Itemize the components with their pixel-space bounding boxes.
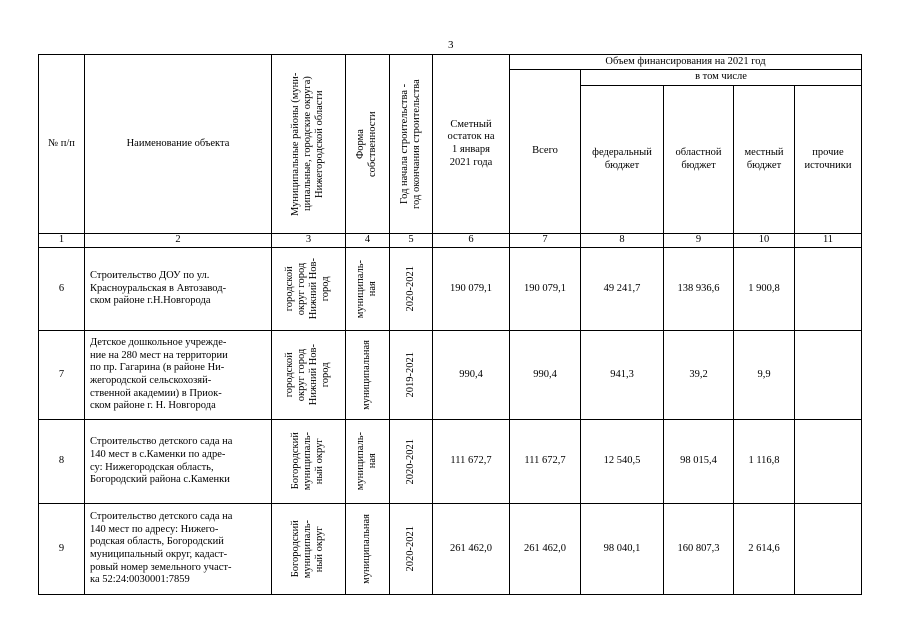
row-regional: 39,2 (664, 331, 734, 420)
row-object-name: Детское дошкольное учрежде- ние на 280 мест на территории по пр. Гагарина (в районе Ни- жегородской сельскохозяй- ственной академии) в Приок- ском районе г. Н. Новгорода (85, 331, 272, 420)
row-total: 261 462,0 (510, 504, 581, 595)
row-regional: 138 936,6 (664, 248, 734, 331)
row-years-text: 2020-2021 (404, 526, 416, 572)
row-total: 990,4 (510, 331, 581, 420)
col-number: 10 (734, 234, 795, 248)
row-ownership-text: муниципальная (361, 340, 373, 410)
row-federal: 98 040,1 (581, 504, 664, 595)
row-municipality-text: городской округ город Нижний Нов- город (284, 344, 332, 406)
row-years-text: 2019-2021 (404, 352, 416, 398)
row-municipality (272, 331, 346, 420)
header-regional: областной бюджет (664, 86, 734, 234)
table-row (39, 331, 862, 420)
table-header (39, 55, 862, 234)
financing-table (38, 54, 862, 595)
row-ownership (346, 420, 390, 504)
row-num: 6 (39, 248, 85, 331)
row-total: 190 079,1 (510, 248, 581, 331)
header-num: № п/п (39, 55, 85, 234)
col-number: 1 (39, 234, 85, 248)
row-municipality (272, 420, 346, 504)
col-number: 4 (346, 234, 390, 248)
table-body (39, 234, 862, 595)
row-years-text: 2020-2021 (404, 438, 416, 485)
page-number: 3 (448, 39, 454, 51)
row-object-name: Строительство детского сада на 140 мест по адресу: Нижего- родская область, Богородский муниципальный округ, кадаст- ровый номер земельного участ- ка 52:24:0030001:7859 (85, 504, 272, 595)
header-federal: федеральный бюджет (581, 86, 664, 234)
table-row (39, 248, 862, 331)
row-ownership (346, 248, 390, 331)
row-local: 9,9 (734, 331, 795, 420)
row-municipality (272, 248, 346, 331)
row-ownership-text: муниципаль- ная (355, 259, 379, 319)
row-municipality-text: городской округ город Нижний Нов- город (284, 258, 332, 320)
header-other: прочие источники (795, 86, 862, 234)
row-local: 2 614,6 (734, 504, 795, 595)
col-number: 8 (581, 234, 664, 248)
row-ownership (346, 331, 390, 420)
row-regional: 160 807,3 (664, 504, 734, 595)
row-years (390, 420, 433, 504)
row-num: 7 (39, 331, 85, 420)
row-object-name: Строительство ДОУ по ул. Красноуральская в Автозавод- ском районе г.Н.Новгорода (85, 248, 272, 331)
col-number: 5 (390, 234, 433, 248)
row-years (390, 248, 433, 331)
column-number-row (39, 234, 862, 248)
row-federal: 12 540,5 (581, 420, 664, 504)
row-municipality (272, 504, 346, 595)
col-number: 11 (795, 234, 862, 248)
table-row (39, 504, 862, 595)
row-remaining: 190 079,1 (433, 248, 510, 331)
row-num: 8 (39, 420, 85, 504)
row-federal: 941,3 (581, 331, 664, 420)
row-ownership (346, 504, 390, 595)
col-number: 2 (85, 234, 272, 248)
header-total: Всего (510, 70, 581, 234)
row-other (795, 248, 862, 331)
header-years-text: Год начала строительства - год окончания строительства (398, 79, 422, 209)
row-years (390, 331, 433, 420)
row-num: 9 (39, 504, 85, 595)
row-years-text: 2020-2021 (404, 266, 416, 312)
row-federal: 49 241,7 (581, 248, 664, 331)
table-row (39, 420, 862, 504)
header-remaining: Сметный остаток на 1 января 2021 года (433, 55, 510, 234)
row-remaining: 111 672,7 (433, 420, 510, 504)
row-local: 1 900,8 (734, 248, 795, 331)
row-municipality-text: Богородский муниципаль- ный округ (290, 432, 326, 491)
row-other (795, 331, 862, 420)
row-object-name: Строительство детского сада на 140 мест в с.Каменки по адре- су: Нижегородская область, Богородский района с.Каменки (85, 420, 272, 504)
row-remaining: 261 462,0 (433, 504, 510, 595)
header-including: в том числе (581, 70, 862, 86)
header-local: местный бюджет (734, 86, 795, 234)
col-number: 6 (433, 234, 510, 248)
row-other (795, 420, 862, 504)
row-total: 111 672,7 (510, 420, 581, 504)
header-municipality (272, 55, 346, 234)
row-other (795, 504, 862, 595)
row-municipality-text: Богородский муниципаль- ный округ (290, 519, 326, 579)
row-ownership-text: муниципальная (361, 514, 373, 584)
row-remaining: 990,4 (433, 331, 510, 420)
header-ownership-text: Форма собственности (355, 111, 379, 177)
col-number: 7 (510, 234, 581, 248)
header-municipality-text: Муниципальные районы (муни- ципальные, городские округа) Нижегородской области (290, 72, 326, 216)
row-local: 1 116,8 (734, 420, 795, 504)
col-number: 3 (272, 234, 346, 248)
header-years (390, 55, 433, 234)
header-ownership (346, 55, 390, 234)
header-object-name: Наименование объекта (85, 55, 272, 234)
header-financing: Объем финансирования на 2021 год (510, 55, 862, 70)
row-regional: 98 015,4 (664, 420, 734, 504)
row-years (390, 504, 433, 595)
row-ownership-text: муниципаль- ная (355, 432, 379, 491)
col-number: 9 (664, 234, 734, 248)
